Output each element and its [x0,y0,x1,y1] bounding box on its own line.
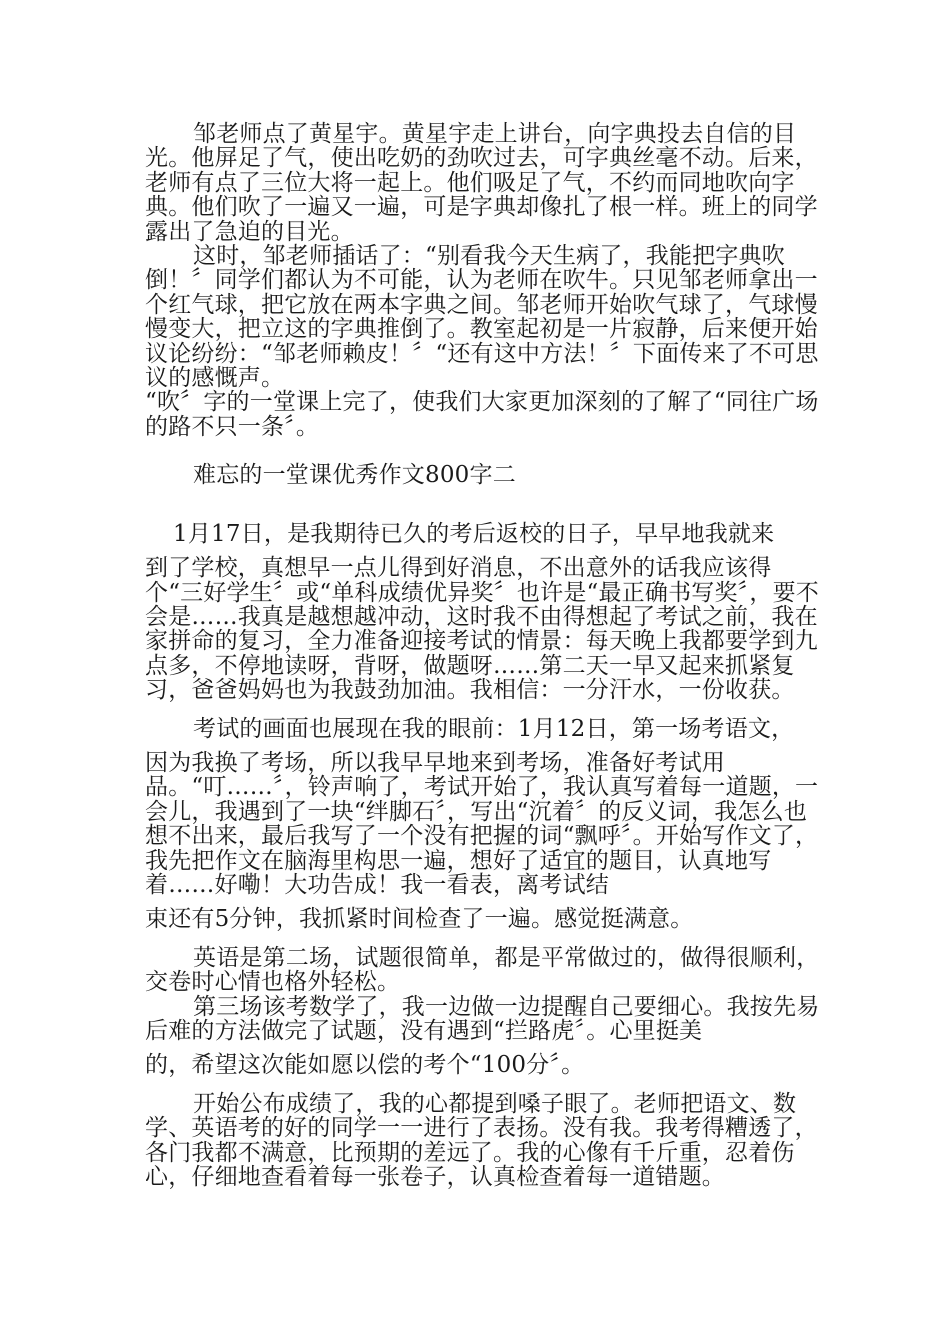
document-body [145,122,825,1189]
paragraph: 到了学校，真想早一点儿得到好消息，不出意外的话我应该得个“三好学生〞或“单科成绩优异奖〞也许是“最正确书写奖〞，要不会是……我真是越想越冲动，这时我不由得想起了考试之前，我在家拼命的复习，全力准备迎接考试的情景：每天晚上我都要学到九点多，不停地读呀，背呀，做题呀……第二天一早又起来抓紧复习，爸爸妈妈也为我鼓劲加油。我相信：一分汗水，一份收获。 [145,555,819,704]
paragraph: 因为我换了考场，所以我早早地来到考场，准备好考试用品。“叮……〞，铃声响了，考试开始了，我认真写着每一道题，一会儿，我遇到了一块“绊脚石〞，写出“沉着〞的反义词，我怎么也想不出来，最后我写了一个没有把握的词“飘呼〞。开始写作文了，我先把作文在脑海里构思一遍，想好了适宜的题目，认真地写着……好嘞！大功告成！我一看表，离考试结 [145,749,819,898]
paragraph: 开始公布成绩了，我的心都提到嗓子眼了。老师把语文、数学、英语考的好的同学一一进行了表扬。没有我。我考得糟透了，各门我都不满意，比预期的差远了。我的心像有千斤重，忍着伤心，仔细地查看着每一张卷子，认真检查着每一道错题。 [145,1090,818,1191]
section-subtitle: 难忘的一堂课优秀作文800字二 [193,462,516,489]
paragraph: 邹老师点了黄星宇。黄星宇走上讲台，向字典投去自信的目光。他屏足了气，使出吃奶的劲吹过去，可字典丝毫不动。后来，老师有点了三位大将一起上。他们吸足了气，不约而同地吹向字典。他们吹了一遍又一遍，可是字典却像扎了根一样。班上的同学露出了急迫的目光。 [145,121,818,245]
paragraph: “吹〞字的一堂课上完了，使我们大家更加深刻的了解了“同往广场的路不只一条〞。 [145,389,819,440]
paragraph: 1月17日，是我期待已久的考后返校的日子，早早地我就来 [173,520,775,547]
paragraph: 英语是第二场，试题很简单，都是平常做过的，做得很顺利，交卷时心情也格外轻松。 [145,944,820,996]
paragraph: 第三场该考数学了，我一边做一边提醒自己要细心。我按先易后难的方法做完了试题，没有遇到“拦路虎〞。心里挺美 [145,993,820,1044]
paragraph: 考试的画面也展现在我的眼前：1月12日，第一场考语文， [193,715,795,742]
paragraph: 的，希望这次能如愿以偿的考个“100分〞。 [145,1052,585,1079]
paragraph: 束还有5分钟，我抓紧时间检查了一遍。感觉挺满意。 [145,906,694,933]
paragraph: 这时，邹老师插话了：“别看我今天生病了，我能把字典吹倒！〞同学们都认为不可能，认为老师在吹牛。只见邹老师拿出一个红气球，把它放在两本字典之间。邹老师开始吹气球了，气球慢慢变大，把立这的字典推倒了。教室起初是一片寂静，后来便开始议论纷纷：“邹老师赖皮！〞“还有这中方法！〞下面传来了不可思议的感慨声。 [145,243,819,392]
